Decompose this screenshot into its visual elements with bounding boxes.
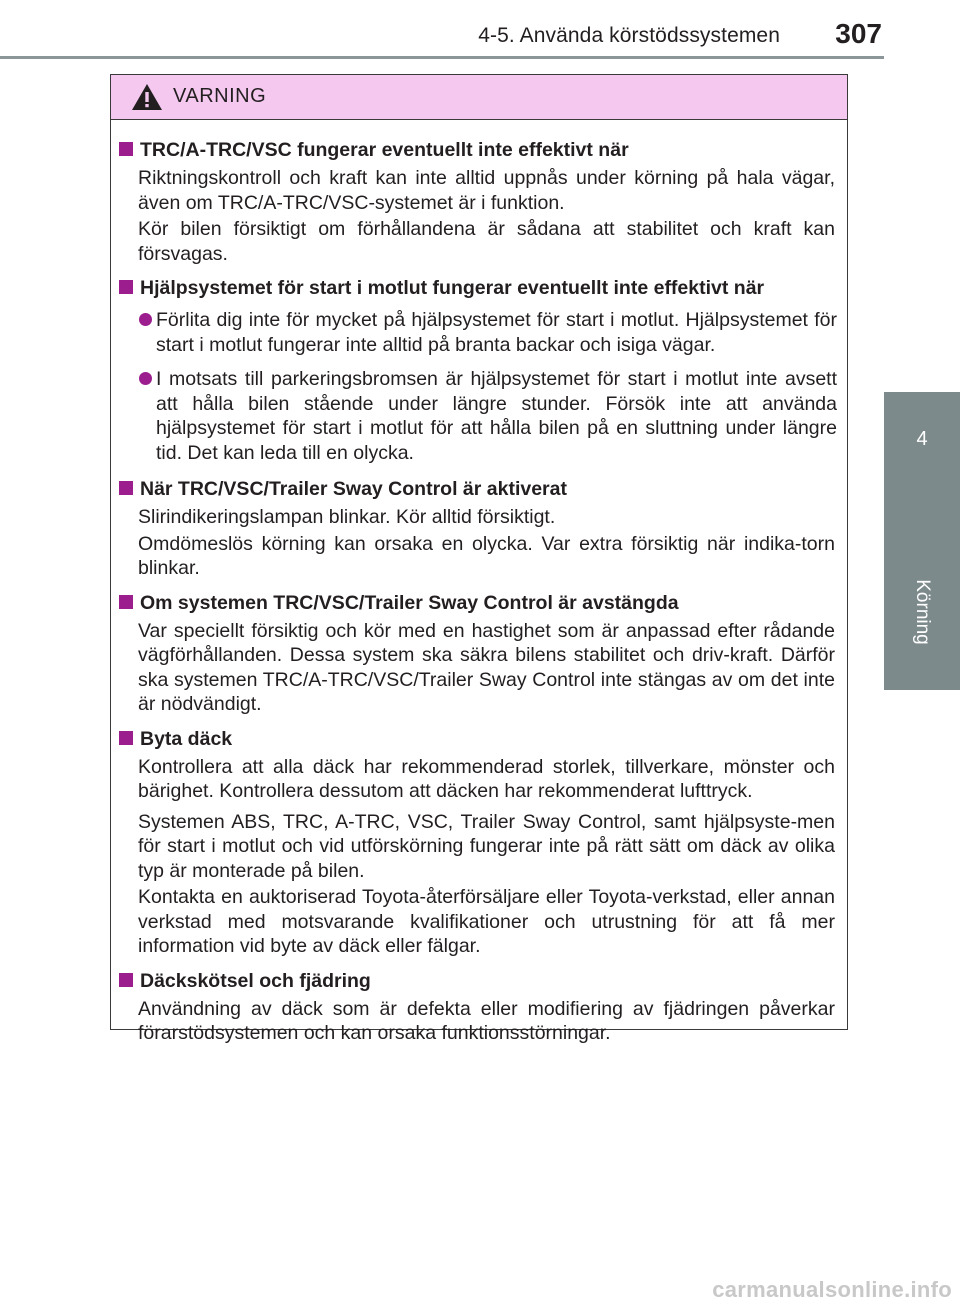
section-paragraph: Kontrollera att alla däck har rekommenderad storlek, tillverkare, mönster och bärighet. Kontrollera dessutom att däcken har rekommenderat lufttryck. [138,755,835,802]
square-bullet-icon [119,731,133,745]
warning-title: VARNING [173,85,267,107]
section-heading-text: När TRC/VSC/Trailer Sway Control är aktiverat [140,478,567,500]
square-bullet-icon [119,142,133,156]
warning-triangle-icon [131,83,163,111]
square-bullet-icon [119,973,133,987]
section-heading [111,274,837,302]
section-heading-text: Om systemen TRC/VSC/Trailer Sway Control är avstängda [140,591,679,614]
section-paragraph: Systemen ABS, TRC, A-TRC, VSC, Trailer Sway Control, samt hjälpsyste-men för start i motlut och vid utförskörning fungerar inte på rätt sätt om däck av olika typ är monterade på bilen. [138,810,835,882]
side-tab-chapter-number: 4 [916,428,928,450]
round-bullet-icon [139,313,152,326]
section-heading [111,475,837,503]
section-paragraph: Riktningskontroll och kraft kan inte alltid uppnås under körning på hala vägar, även om TRC/A-TRC/VSC-systemet är i funktion. [138,167,835,214]
page-header-title: 4-5. Använda körstödssystemen [478,24,780,47]
bullet-text: I motsats till parkeringsbromsen är hjälpsystemet för start i motlut inte avsett att hålla bilen stående under längre stunder. Försök inte att använda hjälpsystemet för start i motlut för att hålla bilen på en sluttning under längre tid. Det kan leda till en olycka. [156,368,837,464]
warning-section [111,136,837,266]
bullet-text: Förlita dig inte för mycket på hjälpsystemet för start i motlut. Hjälpsystemet för start i motlut fungerar inte alltid på branta backar och isiga vägar. [156,309,837,356]
page-number: 307 [835,18,882,49]
warning-section [111,475,837,581]
section-paragraph: Omdömeslös körning kan orsaka en olycka. Var extra försiktig när indika-torn blinkar. [138,532,835,579]
section-heading [111,589,837,617]
warning-section [111,967,837,1046]
section-paragraph: Var speciellt försiktig och kör med en hastighet som är anpassad efter rådande vägförhållanden. Dessa system ska säkra bilens stabilitet och driv-kraft. Därför ska systemen TRC/A-TRC/VSC/Trailer Sway Control inte stängas av om det inte är nödvändigt. [138,619,835,715]
watermark: carmanualsonline.info [712,1277,952,1302]
section-paragraph: Kör bilen försiktigt om förhållandena är sådana att stabilitet och kraft kan försvagas. [138,218,835,265]
section-heading-text: Hjälpsystemet för start i motlut fungerar eventuellt inte effektivt när [140,277,765,299]
section-paragraph: Användning av däck som är defekta eller modifiering av fjädringen påverkar förarstödsystemen och kan orsaka funktionsstörningar. [138,997,835,1044]
side-tab-chapter-title: Körning [912,579,933,645]
section-heading [111,967,837,995]
warning-box [110,74,848,1044]
warning-section [111,589,837,717]
square-bullet-icon [119,481,133,495]
warning-section [111,274,837,465]
section-heading-text: TRC/A-TRC/VSC fungerar eventuellt inte effektivt när [140,139,629,161]
bullet-item [111,308,837,357]
header-rule [0,56,884,59]
warning-section [111,725,837,959]
square-bullet-icon [119,595,133,609]
square-bullet-icon [119,280,133,294]
section-heading-text: Däckskötsel och fjädring [140,969,371,992]
section-heading [111,136,837,164]
bullet-item [111,367,837,465]
section-paragraph: Kontakta en auktoriserad Toyota-återförsäljare eller Toyota-verkstad, eller annan verkstad med motsvarande kvalifikationer och utrustning för att få mer information vid byte av däck eller fälgar. [138,886,835,957]
warning-body [111,120,847,1046]
warning-header [111,75,847,120]
section-paragraph: Slirindikeringslampan blinkar. Kör alltid försiktigt. [138,506,556,528]
section-heading [111,725,837,753]
round-bullet-icon [139,372,152,385]
section-heading-text: Byta däck [140,727,233,750]
